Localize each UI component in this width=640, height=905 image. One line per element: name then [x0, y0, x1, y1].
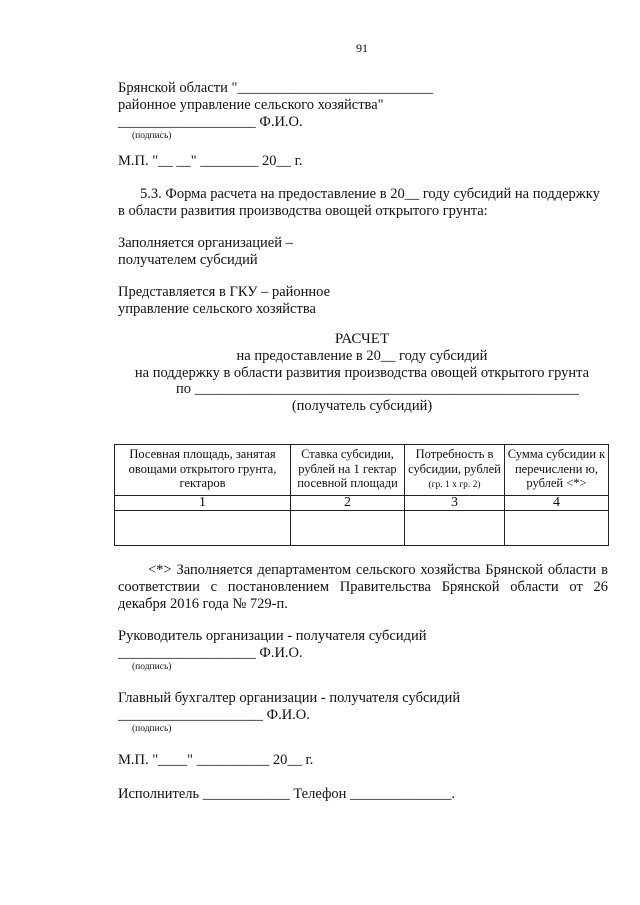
header-cell-sum: Сумма субсидии к перечислени ю, рублей <*>: [505, 445, 609, 496]
approval-stamp-date-line: М.П. "__ __" ________ 20__ г.: [118, 153, 303, 169]
table-row: [115, 511, 609, 546]
title-line-2: на поддержку в области развития производства овощей открытого грунта: [134, 365, 590, 381]
approval-signature-line: ___________________ Ф.И.О.: [118, 114, 303, 130]
title-line-4: (получатель субсидий): [291, 398, 433, 414]
footnote-line-2: соответствии с постановлением Правительства Брянской области от 26: [118, 579, 608, 595]
title-line-1: на предоставление в 20__ году субсидий: [236, 348, 488, 364]
table-number-row: [115, 495, 609, 511]
table-header-row: [115, 445, 609, 496]
approval-line-1: Брянской области "___________________________: [118, 80, 434, 96]
accountant-signature-line: ____________________ Ф.И.О.: [118, 707, 310, 723]
column-number: 4: [505, 495, 609, 511]
stamp-date-line: М.П. "____" __________ 20__ г.: [118, 752, 314, 768]
column-number: 1: [115, 495, 291, 511]
header-cell-need-note: (гр. 1 х гр. 2): [428, 480, 481, 490]
column-number: 2: [291, 495, 405, 511]
column-number: 3: [405, 495, 505, 511]
section-line-2: в области развития производства овощей открытого грунта:: [118, 203, 488, 219]
title-line-3: по _____________________________________________________: [176, 381, 579, 397]
accountant-title: Главный бухгалтер организации - получателя субсидий: [118, 690, 461, 706]
submitted-to-line-1: Представляется в ГКУ – районное: [118, 284, 331, 300]
filled-by-line-2: получателем субсидий: [118, 252, 258, 268]
accountant-signature-caption: (подпись): [132, 724, 172, 734]
approval-signature-caption: (подпись): [132, 131, 172, 141]
head-title: Руководитель организации - получателя субсидий: [118, 628, 427, 644]
calculation-table: [114, 444, 609, 546]
submitted-to-line-2: управление сельского хозяйства: [118, 301, 316, 317]
header-cell-rate: Ставка субсидии, рублей на 1 гектар посевной площади: [291, 445, 405, 496]
filled-by-line-1: Заполняется организацией –: [118, 235, 293, 251]
table-cell[interactable]: [115, 511, 291, 546]
header-cell-area: Посевная площадь, занятая овощами открытого грунта, гектаров: [115, 445, 291, 496]
footnote-line-1: <*> Заполняется департаментом сельского хозяйства Брянской области в: [148, 562, 608, 578]
executor-phone-line: Исполнитель ____________ Телефон ______________.: [118, 786, 456, 802]
header-cell-need: Потребность в субсидии, рублей (гр. 1 х гр. 2): [405, 445, 505, 496]
section-line-1: 5.3. Форма расчета на предоставление в 20__ году субсидий на поддержку: [140, 186, 600, 202]
table-cell[interactable]: [405, 511, 505, 546]
title-heading: РАСЧЕТ: [334, 331, 390, 347]
table-cell[interactable]: [291, 511, 405, 546]
footnote-line-3: декабря 2016 года № 729-п.: [118, 596, 288, 612]
head-signature-caption: (подпись): [132, 662, 172, 672]
page-number: 91: [356, 41, 368, 55]
head-signature-line: ___________________ Ф.И.О.: [118, 645, 303, 661]
table-cell[interactable]: [505, 511, 609, 546]
approval-line-2: районное управление сельского хозяйства": [118, 97, 384, 113]
